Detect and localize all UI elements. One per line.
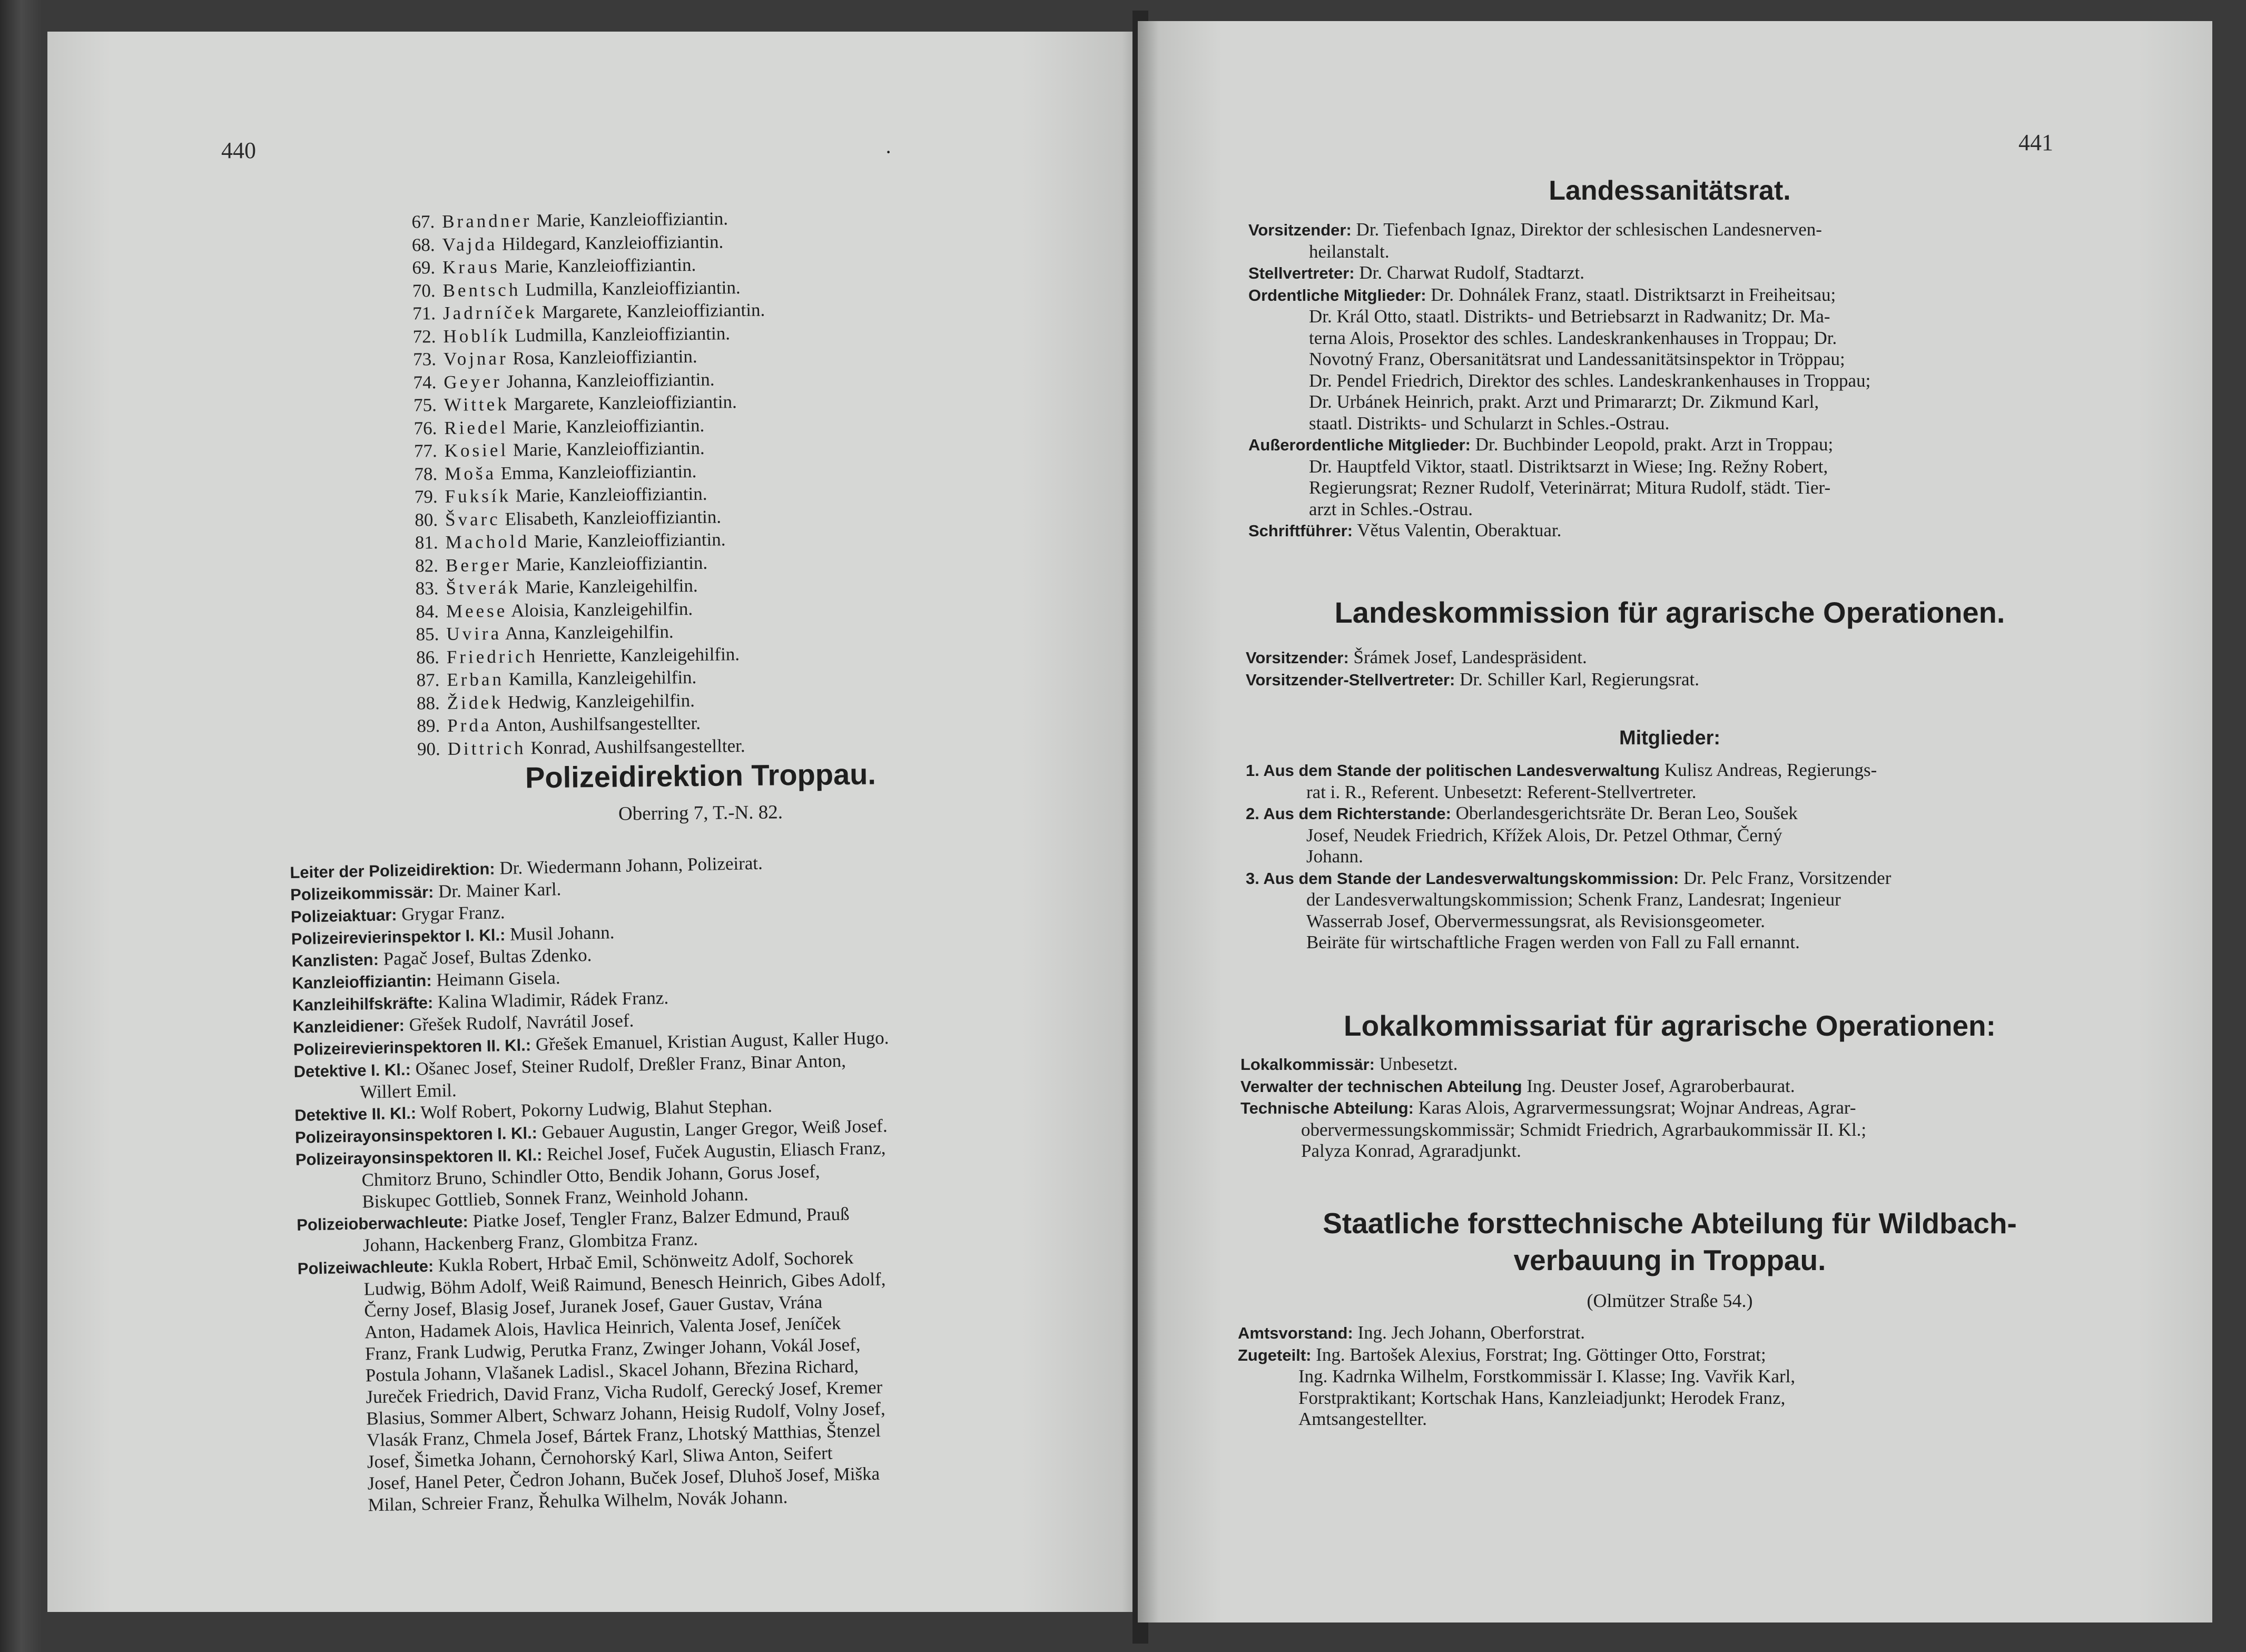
- entry-continuation: Jureček Friedrich, David Franz, Vicha Rudolf, Gerecký Josef, Kremer: [366, 1376, 883, 1408]
- section-title-landessanitaetsrat: Landessanitätsrat.: [1549, 175, 1791, 206]
- list-item-detail: Hedwig, Kanzleigehilfin.: [503, 690, 695, 713]
- entry-label: 3. Aus dem Stande der Landesverwaltungskommission:: [1246, 869, 1679, 888]
- list-item-name: Prda: [447, 715, 492, 736]
- entry-label: Kanzlisten:: [291, 950, 379, 970]
- list-item-name: Vajda: [442, 233, 498, 255]
- entry-continuation: Amtsangestellter.: [1298, 1409, 1427, 1429]
- entry-continuation: Dr. Král Otto, staatl. Distrikts- und Betriebsarzt in Radwanitz; Dr. Ma-: [1309, 306, 1830, 327]
- entry-text: Pagač Josef, Bultas Zdenko.: [378, 945, 592, 969]
- entry-continuation: Dr. Hauptfeld Viktor, staatl. Distriktsarzt in Wiese; Ing. Režny Robert,: [1309, 456, 1828, 477]
- page-number-left: 440: [221, 137, 256, 163]
- entry-text: Reichel Josef, Fuček Augustin, Eliasch Franz,: [541, 1137, 886, 1165]
- list-item-detail: Ludmilla, Kanzleioffiziantin.: [520, 277, 741, 300]
- directory-entry: [1240, 1097, 2168, 1162]
- lokalkommissariat-entries: [1240, 1054, 2168, 1162]
- entry-continuation: Josef, Šimetka Johann, Černohorský Karl, Sliwa Anton, Seifert: [367, 1442, 833, 1472]
- landeskommission-entries: [1246, 647, 2173, 691]
- entry-text: Piatke Josef, Tengler Franz, Balzer Edmund, Prauß: [468, 1203, 850, 1232]
- directory-entry: [1248, 434, 2175, 520]
- entry-continuation: staatl. Distrikts- und Schularzt in Schles.-Ostrau.: [1309, 412, 1670, 434]
- entry-label: Ordentliche Mitglieder:: [1248, 286, 1426, 304]
- entry-continuation: terna Alois, Prosektor des schles. Landeskrankenhauses in Troppau; Dr.: [1309, 327, 1837, 348]
- directory-entry: [1246, 803, 2173, 868]
- entry-continuation: Anton, Hadamek Alois, Havlica Heinrich, Valenta Josef, Jeníček: [364, 1313, 841, 1343]
- entry-first-line: [1238, 1344, 2165, 1366]
- list-item-detail: Marie, Kanzleioffiziantin.: [508, 437, 705, 460]
- list-item-number: 90.: [417, 738, 440, 760]
- list-item-number: 85.: [416, 624, 439, 645]
- entry-text: Karas Alois, Agrarvermessungsrat; Wojnar Andreas, Agrar-: [1413, 1097, 1856, 1118]
- directory-entry: [1248, 520, 2175, 542]
- entry-first-line: [1248, 219, 2175, 241]
- list-item-name: Meese: [446, 600, 508, 622]
- entry-text: Ing. Deuster Josef, Agraroberbaurat.: [1522, 1075, 1795, 1096]
- entry-first-line: [1246, 760, 2173, 782]
- section-title-forsttechnische-line1: Staatliche forsttechnische Abteilung für Wildbach-: [1323, 1207, 2017, 1240]
- entry-continuation: Dr. Urbánek Heinrich, prakt. Arzt und Primararzt; Dr. Zikmund Karl,: [1309, 391, 1819, 412]
- list-item-number: 82.: [415, 555, 439, 576]
- list-item-number: 72.: [412, 326, 436, 347]
- entry-text: Gebauer Augustin, Langer Gregor, Weiß Josef.: [537, 1115, 888, 1143]
- entry-label: Amtsvorstand:: [1238, 1324, 1353, 1342]
- entry-text: Kukla Robert, Hrbač Emil, Schönweitz Adolf, Sochorek: [433, 1247, 854, 1276]
- entry-text: Dr. Dohnálek Franz, staatl. Distriktsarzt in Freiheitsau;: [1426, 284, 1836, 305]
- list-item-detail: Konrad, Aushilfsangestellter.: [526, 735, 745, 758]
- list-item-detail: Emma, Kanzleioffiziantin.: [496, 460, 697, 484]
- list-item-name: Geyer: [444, 371, 503, 392]
- section-title-forsttechnische-line2: verbauung in Troppau.: [1513, 1244, 1826, 1276]
- entry-text: Gřešek Emanuel, Kristian August, Kaller Hugo.: [530, 1027, 889, 1055]
- entry-continuation: Willert Emil.: [360, 1080, 457, 1103]
- entry-label: Polizeirevierinspektoren II. Kl.:: [293, 1036, 531, 1059]
- mitglieder-numbered-list: [1246, 760, 2173, 953]
- entry-label: Polizeikommissär:: [290, 882, 434, 904]
- list-item-detail: Marie, Kanzleioffiziantin.: [510, 483, 707, 506]
- entry-text: Wolf Robert, Pokorny Ludwig, Blahut Stephan.: [416, 1095, 773, 1123]
- entry-text: Dr. Tiefenbach Ignaz, Direktor der schlesischen Landesnerven-: [1351, 219, 1822, 240]
- list-item-number: 74.: [413, 371, 437, 393]
- list-item-detail: Marie, Kanzleigehilfin.: [520, 575, 698, 598]
- entry-continuation: Novotný Franz, Obersanitätsrat und Landessanitätsinspektor in Tröppau;: [1309, 349, 1845, 369]
- directory-entry: [1238, 1344, 2165, 1430]
- entry-continuation: Regierungsrat; Rezner Rudolf, Veterinärrat; Mitura Rudolf, städt. Tier-: [1309, 477, 1831, 498]
- list-item-number: 71.: [412, 303, 436, 324]
- list-item-number: 83.: [415, 578, 439, 599]
- entry-text: Oberlandesgerichtsräte Dr. Beran Leo, Soušek: [1451, 803, 1798, 823]
- entry-label: Zugeteilt:: [1238, 1345, 1312, 1364]
- list-item-name: Fuksík: [445, 485, 511, 507]
- directory-entry: [1248, 284, 2175, 435]
- entry-continuation: Dr. Pendel Friedrich, Direktor des schles. Landeskrankenhauses in Troppau;: [1309, 370, 1871, 391]
- section-title-polizeidirektion: Polizeidirektion Troppau.: [525, 757, 876, 794]
- entry-continuation: Wasserrab Josef, Obervermessungsrat, als Revisionsgeometer.: [1306, 910, 1765, 931]
- list-item-detail: Kamilla, Kanzleigehilfin.: [504, 666, 697, 690]
- entry-first-line: [1246, 868, 2173, 890]
- list-item-name: Bentsch: [442, 279, 521, 301]
- list-item-detail: Elisabeth, Kanzleioffiziantin.: [500, 506, 722, 529]
- directory-entry: [297, 1241, 1143, 1517]
- entry-label: Polizeiwachleute:: [297, 1256, 434, 1278]
- subtitle-mitglieder: Mitglieder:: [1619, 727, 1721, 749]
- entry-continuation: rat i. R., Referent. Unbesetzt: Referent-Stellvertreter.: [1306, 781, 1697, 802]
- list-item-number: 89.: [417, 715, 440, 736]
- entry-label: Stellvertreter:: [1248, 264, 1355, 282]
- list-item-name: Uvira: [446, 623, 502, 644]
- entry-continuation: Postula Johann, Vlašanek Ladisl., Skacel Johann, Březina Richard,: [365, 1355, 859, 1386]
- list-item-number: 81.: [415, 532, 438, 553]
- entry-continuation: Johann.: [1306, 846, 1363, 867]
- entry-label: Lokalkommissär:: [1240, 1055, 1375, 1074]
- directory-entry: [1240, 1054, 2168, 1076]
- list-item-name: Friedrich: [446, 645, 538, 667]
- list-item-number: 86.: [416, 646, 440, 668]
- entry-first-line: [1246, 647, 2173, 669]
- entry-continuation: Johann, Hackenberg Franz, Glombitza Franz.: [362, 1228, 698, 1256]
- list-item-name: Kraus: [442, 256, 500, 278]
- list-item-detail: Aloisia, Kanzleigehilfin.: [507, 598, 693, 621]
- entry-text: Dr. Charwat Rudolf, Stadtarzt.: [1354, 262, 1585, 283]
- list-item-name: Wittek: [444, 394, 509, 415]
- entry-text: Ing. Bartošek Alexius, Forstrat; Ing. Göttinger Otto, Forstrat;: [1311, 1344, 1766, 1365]
- list-item-detail: Marie, Kanzleioffiziantin.: [511, 552, 708, 575]
- entry-continuation: Palyza Konrad, Agraradjunkt.: [1301, 1140, 1521, 1161]
- right-page: [1138, 21, 2212, 1622]
- list-item-detail: Margarete, Kanzleioffiziantin.: [509, 391, 737, 415]
- list-item-number: 73.: [413, 349, 437, 370]
- entry-text: Kulisz Andreas, Regierungs-: [1660, 760, 1877, 780]
- directory-entry: [1246, 760, 2173, 803]
- list-item-detail: Marie, Kanzleioffiziantin.: [508, 415, 705, 438]
- entry-continuation: Blasius, Sommer Albert, Schwarz Johann, Heisig Rudolf, Volny Josef,: [366, 1398, 885, 1429]
- entry-label: Leiter der Polizeidirektion:: [290, 859, 495, 882]
- entry-label: Vorsitzender:: [1248, 221, 1352, 239]
- entry-label: Polizeiaktuar:: [290, 906, 397, 926]
- list-item-name: Kosiel: [444, 439, 509, 461]
- entry-continuation: Franz, Frank Ludwig, Perutka Franz, Zwinger Johann, Vokál Josef,: [365, 1334, 861, 1364]
- section-title-landeskommission: Landeskommission für agrarische Operationen.: [1334, 596, 2005, 629]
- entry-continuation: arzt in Schles.-Ostrau.: [1309, 498, 1473, 519]
- entry-label: Polizeioberwachleute:: [296, 1212, 469, 1234]
- entry-first-line: [1240, 1054, 2168, 1076]
- list-item-name: Židek: [447, 692, 504, 713]
- staff-list: [390, 205, 922, 761]
- list-item-detail: Ludmilla, Kanzleioffiziantin.: [510, 322, 731, 346]
- list-item-detail: Rosa, Kanzleioffiziantin.: [508, 346, 697, 369]
- landessanitaetsrat-entries: [1248, 219, 2175, 542]
- forsttechnische-entries: [1238, 1322, 2165, 1430]
- entry-label: Verwalter der technischen Abteilung: [1240, 1077, 1522, 1096]
- entry-label: Polizeirevierinspektor I. Kl.:: [291, 926, 506, 948]
- directory-entry: [1246, 868, 2173, 953]
- entry-continuation: Vlasák Franz, Chmela Josef, Bártek Franz, Lhotský Matthias, Štenzel: [366, 1420, 881, 1451]
- list-item-number: 80.: [415, 509, 438, 530]
- entry-continuation: Ing. Kadrnka Wilhelm, Forstkommissär I. Klasse; Ing. Vavřik Karl,: [1298, 1366, 1796, 1386]
- section-title-lokalkommissariat: Lokalkommissariat für agrarische Operationen:: [1344, 1009, 1996, 1042]
- entry-label: Vorsitzender:: [1246, 648, 1349, 667]
- entry-continuation: heilanstalt.: [1309, 241, 1390, 262]
- entry-text: Kalina Wladimir, Rádek Franz.: [432, 987, 669, 1012]
- section-subtitle-address: Oberring 7, T.-N. 82.: [618, 801, 783, 825]
- list-item-name: Hoblík: [443, 325, 510, 347]
- entry-continuation: Milan, Schreier Franz, Řehulka Wilhelm, Novák Johann.: [368, 1487, 788, 1516]
- entry-text: Ošanec Josef, Steiner Rudolf, Dreßler Franz, Binar Anton,: [410, 1050, 846, 1079]
- list-item-detail: Anna, Kanzleigehilfin.: [501, 621, 674, 644]
- entry-label: Polizeirayonsinspektoren II. Kl.:: [295, 1145, 543, 1169]
- list-item-name: Vojnar: [443, 348, 508, 369]
- entry-first-line: [1240, 1097, 2168, 1119]
- entry-first-line: [1238, 1322, 2165, 1344]
- entry-continuation: Forstpraktikant; Kortschak Hans, Kanzleiadjunkt; Herodek Franz,: [1298, 1387, 1786, 1408]
- entry-label: 1. Aus dem Stande der politischen Landesverwaltung: [1246, 761, 1660, 780]
- left-page: [47, 32, 1143, 1612]
- entry-continuation: Černy Josef, Blasig Josef, Juranek Josef, Gauer Gustav, Vrána: [364, 1291, 823, 1321]
- entry-label: Schriftführer:: [1248, 522, 1353, 540]
- entry-text: Větus Valentin, Oberaktuar.: [1353, 520, 1562, 540]
- entry-label: Kanzleidiener:: [292, 1016, 405, 1037]
- list-item-name: Švarc: [445, 508, 501, 530]
- page-number-right: 441: [2018, 130, 2053, 155]
- list-item-number: 76.: [413, 417, 437, 439]
- list-item-number: 68.: [411, 234, 435, 255]
- entry-text: Ing. Jech Johann, Oberforstrat.: [1353, 1322, 1585, 1343]
- ink-dot: ·: [885, 140, 892, 164]
- entry-text: Dr. Schiller Karl, Regierungsrat.: [1455, 668, 1700, 690]
- entry-continuation: der Landesverwaltungskommission; Schenk Franz, Landesrat; Ingenieur: [1306, 889, 1841, 910]
- entry-label: 2. Aus dem Richterstande:: [1246, 804, 1451, 823]
- list-item-number: 88.: [416, 692, 440, 714]
- entry-continuation: Josef, Hanel Peter, Čedron Johann, Buček Josef, Dluhoš Josef, Miška: [367, 1463, 880, 1494]
- list-item-number: 84.: [416, 601, 439, 622]
- directory-entry: [1238, 1322, 2165, 1344]
- list-item-name: Berger: [445, 554, 511, 576]
- entry-text: Dr. Buchbinder Leopold, prakt. Arzt in Troppau;: [1470, 434, 1834, 455]
- list-item-number: 67.: [411, 211, 435, 232]
- entry-continuation: Ludwig, Böhm Adolf, Weiß Raimund, Benesch Heinrich, Gibes Adolf,: [363, 1268, 886, 1300]
- entry-label: Detektive II. Kl.:: [294, 1104, 417, 1125]
- entry-label: Kanzleihilfskräfte:: [292, 993, 434, 1015]
- directory-entry: [1246, 647, 2173, 669]
- list-item-number: 75.: [413, 395, 437, 416]
- list-item-number: 77.: [413, 440, 437, 461]
- entry-label: Kanzleioffiziantin:: [292, 971, 432, 992]
- entry-continuation: Chmitorz Bruno, Schindler Otto, Bendik Johann, Gorus Josef,: [361, 1161, 820, 1191]
- entry-first-line: [1246, 803, 2173, 825]
- entry-text: Dr. Wiedermann Johann, Polizeirat.: [495, 852, 763, 879]
- entry-text: Unbesetzt.: [1375, 1054, 1458, 1074]
- directory-entry: [1246, 669, 2173, 691]
- list-item-detail: Hildegard, Kanzleioffiziantin.: [497, 231, 724, 254]
- list-item-number: 70.: [412, 280, 436, 301]
- list-item-name: Jadrníček: [442, 302, 538, 323]
- entry-label: Detektive I. Kl.:: [293, 1060, 411, 1081]
- entry-first-line: [1248, 520, 2175, 542]
- entry-label: Technische Abteilung:: [1240, 1099, 1414, 1117]
- list-item-number: 69.: [412, 257, 436, 278]
- list-item-detail: Anton, Aushilfsangestellter.: [491, 712, 701, 736]
- list-item-number: 79.: [414, 486, 438, 507]
- list-item-detail: Marie, Kanzleioffiziantin.: [529, 529, 726, 552]
- list-item-name: Dittrich: [447, 737, 526, 759]
- entry-first-line: [1248, 262, 2175, 284]
- entry-label: Polizeirayonsinspektoren I. Kl.:: [294, 1124, 538, 1147]
- directory-entry: [1240, 1076, 2168, 1098]
- entry-text: Šrámek Josef, Landespräsident.: [1348, 647, 1587, 667]
- list-item-name: Brandner: [442, 210, 532, 232]
- list-item-name: Moša: [445, 463, 497, 484]
- list-item-detail: Johanna, Kanzleioffiziantin.: [501, 369, 715, 392]
- entry-continuation: obervermessungskommissär; Schmidt Friedrich, Agrarbaukommissär II. Kl.;: [1301, 1119, 1867, 1140]
- list-item-name: Erban: [447, 668, 505, 690]
- forsttechnische-address: (Olmützer Straße 54.): [1587, 1290, 1753, 1311]
- list-item-name: Machold: [445, 531, 530, 553]
- list-item-detail: Margarete, Kanzleioffiziantin.: [537, 299, 765, 323]
- list-item-number: 87.: [416, 670, 440, 691]
- list-item-number: 78.: [414, 463, 438, 485]
- entry-text: Musil Johann.: [505, 922, 615, 945]
- entry-continuation: Beiräte für wirtschaftliche Fragen werden von Fall zu Fall ernannt.: [1306, 932, 1800, 952]
- polizeidirektion-entries: [290, 845, 1143, 1517]
- list-item-detail: Marie, Kanzleioffiziantin.: [531, 208, 728, 231]
- entry-continuation: Josef, Neudek Friedrich, Křížek Alois, Dr. Petzel Othmar, Černý: [1306, 824, 1782, 845]
- entry-text: Dr. Pelc Franz, Vorsitzender: [1679, 867, 1892, 888]
- entry-text: Gřešek Rudolf, Navrátil Josef.: [404, 1010, 634, 1035]
- entry-text: Heimann Gisela.: [431, 967, 560, 990]
- list-item-detail: Marie, Kanzleioffiziantin.: [499, 254, 696, 277]
- entry-text: Grygar Franz.: [397, 902, 505, 925]
- list-item-detail: Henriette, Kanzleigehilfin.: [537, 643, 740, 666]
- entry-first-line: [1248, 284, 2175, 307]
- entry-first-line: [1248, 434, 2175, 456]
- entry-label: Vorsitzender-Stellvertreter:: [1246, 670, 1455, 689]
- entry-first-line: [1246, 669, 2173, 691]
- directory-entry: [1248, 219, 2175, 262]
- directory-entry: [1248, 262, 2175, 284]
- entry-label: Außerordentliche Mitglieder:: [1248, 436, 1471, 454]
- list-item-name: Riedel: [444, 417, 508, 438]
- entry-first-line: [1240, 1076, 2168, 1098]
- list-item-name: Štverák: [446, 577, 521, 598]
- entry-text: Dr. Mainer Karl.: [433, 879, 562, 902]
- entry-continuation: Biskupec Gottlieb, Sonnek Franz, Weinhold Johann.: [362, 1184, 749, 1212]
